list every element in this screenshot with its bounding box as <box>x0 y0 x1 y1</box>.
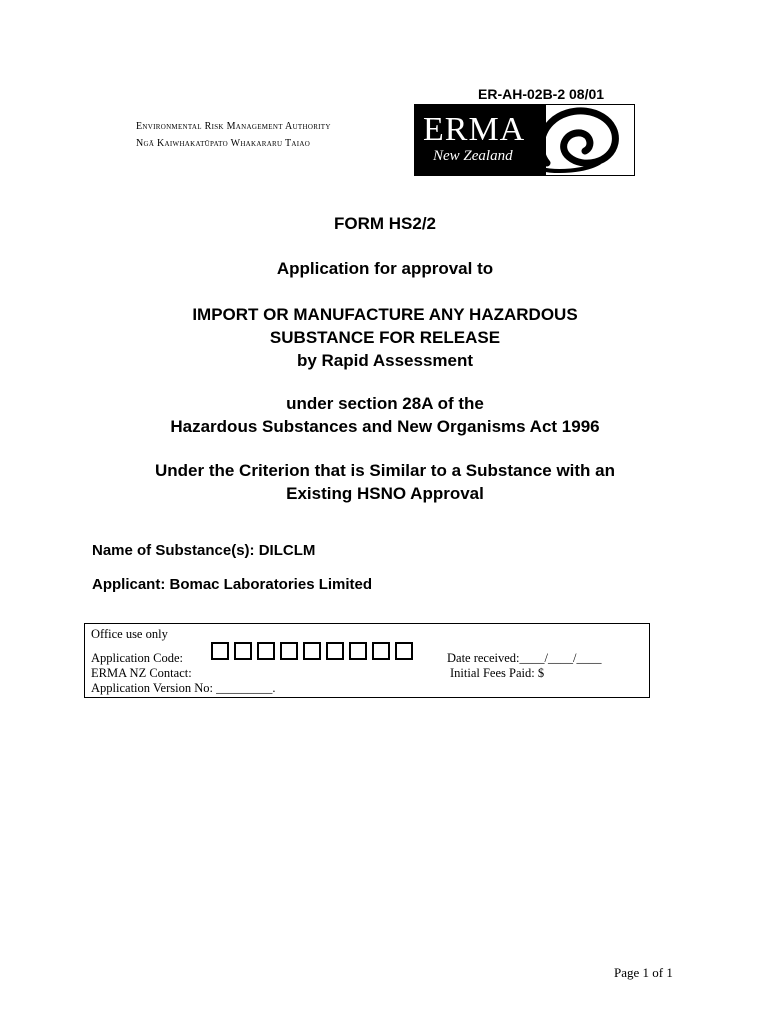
application-code-boxes <box>211 642 418 660</box>
code-box <box>257 642 275 660</box>
authority-name-maori: Ngā Kaiwhakatūpato Whakararu Taiao <box>136 138 311 149</box>
substance-name: Name of Substance(s): DILCLM <box>92 542 316 559</box>
erma-logo-text: ERMA <box>423 111 526 148</box>
date-received-label: Date received:____/____/____ <box>447 651 602 665</box>
heading-line: Hazardous Substances and New Organisms Act 1996 <box>170 417 600 436</box>
form-title: FORM HS2/2 <box>333 214 437 233</box>
erma-contact-label: ERMA NZ Contact: <box>91 666 192 680</box>
code-box <box>303 642 321 660</box>
code-box <box>326 642 344 660</box>
code-box <box>372 642 390 660</box>
authority-name <box>136 118 331 152</box>
code-box <box>349 642 367 660</box>
authority-name-english: Environmental Risk Management Authority <box>136 121 331 132</box>
code-box <box>211 642 229 660</box>
code-box <box>280 642 298 660</box>
heading-line: IMPORT OR MANUFACTURE ANY HAZARDOUS <box>192 305 578 324</box>
swirl-emblem-icon <box>527 103 627 175</box>
office-use-box <box>84 623 650 698</box>
application-version-label: Application Version No: _________. <box>91 681 276 695</box>
form-subtitle: Application for approval to <box>276 259 494 278</box>
page-number: Page 1 of 1 <box>614 965 673 980</box>
heading-line: Under the Criterion that is Similar to a Substance with an <box>154 461 616 480</box>
legislation-heading <box>0 392 770 438</box>
code-box <box>395 642 413 660</box>
erma-logo-subtext: New Zealand <box>433 148 513 164</box>
application-type-heading <box>0 303 770 372</box>
heading-line: Existing HSNO Approval <box>286 484 484 503</box>
heading-line: under section 28A of the <box>286 394 484 413</box>
code-box <box>234 642 252 660</box>
heading-line: SUBSTANCE FOR RELEASE <box>269 328 501 347</box>
applicant-name: Applicant: Bomac Laboratories Limited <box>92 576 373 593</box>
heading-line: by Rapid Assessment <box>296 351 474 370</box>
application-code-label: Application Code: <box>91 651 183 665</box>
office-use-title: Office use only <box>91 627 168 641</box>
erma-logo <box>414 104 635 176</box>
document-code: ER-AH-02B-2 08/01 <box>478 86 605 102</box>
criterion-heading <box>0 459 770 505</box>
initial-fees-label: Initial Fees Paid: $ <box>450 666 545 680</box>
